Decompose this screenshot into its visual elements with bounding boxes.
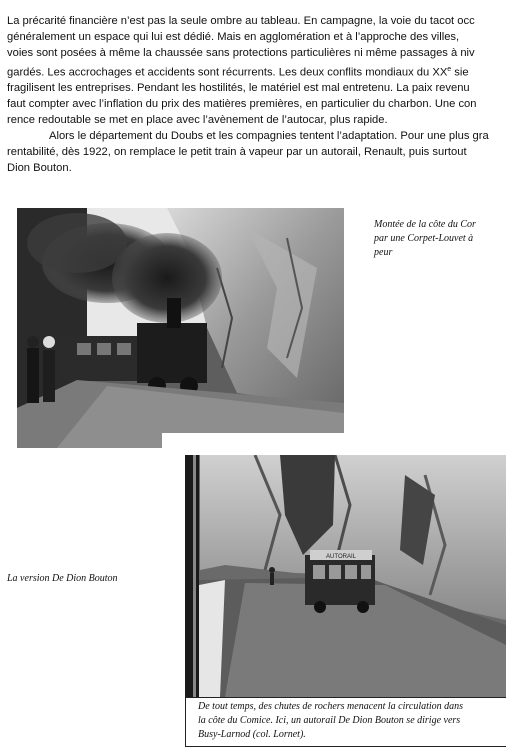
caption-line: la côte du Comice. Ici, un autorail De Dion Bouton se dirige vers	[198, 715, 461, 726]
body-line-4-suffix: sie	[451, 66, 469, 79]
caption-line: Busy-Larnod (col. Lornet).	[198, 729, 306, 740]
autorail-photo-image	[185, 455, 506, 697]
steam-train-photo	[17, 208, 344, 448]
photo2-caption: La version De Dion Bouton	[7, 573, 118, 584]
body-line: fragilisent les entreprises. Pendant les hostilités, le matériel est mal entretenu. La paix revenu	[7, 82, 470, 95]
body-line: généralement un espace qui lui est dédié. Mais en agglomération et à l’approche des villes,	[7, 30, 460, 43]
autorail-photo	[185, 455, 506, 697]
body-text	[7, 14, 506, 177]
body-line-indented: Alors le département du Doubs et les compagnies tentent l’adaptation. Pour une plus gra	[49, 130, 489, 143]
caption-line: De tout temps, des chutes de rochers menacent la circulation dans	[198, 701, 464, 712]
photo1-caption	[374, 218, 506, 260]
body-line: faut compter avec l’inflation du prix des matières premières, en particulier du charbon. Une con	[7, 98, 477, 111]
superscript-e: e	[447, 65, 452, 73]
body-line: Dion Bouton.	[7, 161, 72, 174]
body-line-4-text: gardés. Les accrochages et accidents sont récurrents. Les deux conflits mondiaux du XX	[7, 66, 448, 79]
autorail-sign: AUTORAIL	[326, 554, 356, 560]
photo2-detail-caption	[185, 697, 506, 747]
body-line: voies sont posées à même la chaussée sans protections particulières ni même passages à niv	[7, 46, 475, 59]
body-line: La précarité financière n’est pas la seule ombre au tableau. En campagne, la voie du tacot occ	[7, 15, 475, 27]
caption-line: peur	[374, 247, 393, 258]
body-line: rentabilité, dès 1922, on remplace le petit train à vapeur par un autorail, Renault, puis surtout	[7, 145, 467, 158]
steam-train-photo-image	[17, 208, 344, 448]
body-line: rence redoutable se met en place avec l’avènement de l’autocar, plus rapide.	[7, 114, 388, 127]
caption-line: par une Corpet-Louvet à	[374, 233, 474, 244]
body-line-4	[7, 62, 506, 82]
caption-line: Montée de la côte du Cor	[374, 219, 476, 230]
